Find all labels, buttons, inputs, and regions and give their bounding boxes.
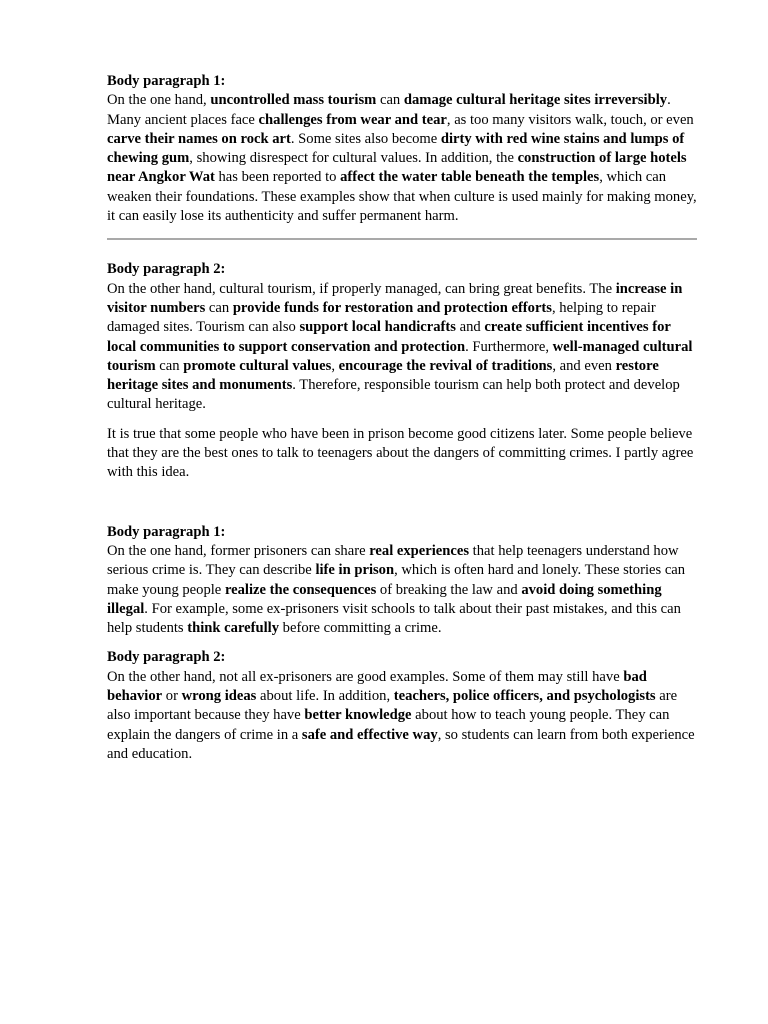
bold-phrase: restore heritage sites and monuments: [107, 357, 659, 394]
bold-phrase: better knowledge: [304, 707, 412, 724]
text-run: . Some sites also become: [290, 130, 441, 147]
bold-phrase: life in prison: [315, 562, 395, 579]
bold-phrase: challenges from wear and tear: [258, 111, 447, 128]
bold-phrase: dirty with red wine stains and lumps of chewing gum: [107, 130, 685, 167]
bold-phrase: bad behavior: [107, 668, 647, 705]
text-run: , which can weaken their foundations. These examples show that when culture is used mainly for making money, it can easily lose its authenticity and suffer permanent harm.: [107, 169, 697, 225]
section-paragraph: [107, 280, 699, 415]
text-run: , helping to repair damaged sites. Tourism can also: [107, 299, 656, 336]
section-heading: Body paragraph 2:: [107, 261, 226, 278]
bold-phrase: uncontrolled mass tourism: [210, 92, 377, 109]
text-run: has been reported to: [214, 169, 341, 186]
section-paragraph: [107, 668, 699, 764]
text-run: On the one hand, former prisoners can share: [107, 542, 370, 559]
text-run: , as too many visitors walk, touch, or even: [446, 111, 694, 128]
text-run: . Many ancient places face: [107, 92, 671, 128]
text-run: are also important because they have: [107, 688, 678, 724]
bold-phrase: think carefully: [187, 620, 280, 637]
text-run: . Therefore, responsible tourism can help both protect and develop cultural heritage.: [107, 377, 680, 413]
section-heading: Body paragraph 2:: [107, 649, 226, 666]
section-paragraph: [107, 542, 699, 638]
intro-paragraph: [107, 425, 699, 483]
text-run: about life. In addition,: [256, 688, 394, 705]
bold-phrase: increase in visitor numbers: [107, 280, 683, 316]
bold-phrase: construction of large hotels near Angkor Wat: [107, 150, 687, 186]
text-run: before committing a crime.: [279, 620, 442, 637]
text-run: . For example, some ex-prisoners visit schools to talk about their past mistakes, and this can help students: [107, 600, 681, 637]
bold-phrase: damage cultural heritage sites irreversibly: [403, 92, 668, 109]
text-run: can: [155, 357, 184, 374]
text-run: about how to teach young people. They can explain the dangers of crime in a: [107, 707, 670, 743]
text-run: ,: [331, 357, 339, 374]
bold-phrase: safe and effective way: [301, 726, 438, 743]
text-run: On the one hand,: [107, 92, 211, 109]
bold-phrase: realize the consequences: [224, 581, 377, 598]
text-run: and: [455, 319, 485, 336]
bold-phrase: promote cultural values: [183, 357, 332, 374]
bold-phrase: encourage the revival of traditions: [338, 357, 553, 374]
bold-phrase: well-managed cultural tourism: [107, 338, 693, 374]
bold-phrase: affect the water table beneath the temples: [340, 169, 600, 186]
bold-phrase: create sufficient incentives for local communities to support conservation and protection: [107, 319, 671, 355]
text-run: On the other hand, cultural tourism, if properly managed, can bring great benefits. The: [107, 280, 616, 297]
bold-phrase: support local handicrafts: [299, 319, 456, 336]
document-page: [107, 72, 699, 764]
text-run: or: [162, 688, 182, 705]
section-tourism-body-2: [107, 260, 699, 414]
text-run: that help teenagers understand how serious crime is. They can describe: [107, 542, 679, 579]
bold-phrase: provide funds for restoration and protection efforts: [232, 299, 552, 316]
text-run: can: [376, 92, 404, 109]
text-run: can: [205, 299, 233, 316]
bold-phrase: real experiences: [369, 542, 470, 559]
text-run: On the other hand, not all ex-prisoners are good examples. Some of them may still have: [107, 668, 624, 685]
section-prison-intro: [107, 425, 699, 483]
text-run: , which is often hard and lonely. These stories can make young people: [107, 562, 686, 598]
bold-phrase: avoid doing something illegal: [107, 581, 662, 617]
text-run: , so students can learn from both experience and education.: [107, 726, 695, 762]
text-run: , and even: [552, 357, 616, 374]
text-run: , showing disrespect for cultural values. In addition, the: [189, 150, 518, 167]
section-prison-body-2: [107, 648, 699, 764]
section-paragraph: [107, 91, 699, 226]
section-heading: Body paragraph 1:: [107, 73, 226, 89]
bold-phrase: teachers, police officers, and psychologists: [393, 688, 656, 705]
section-heading: Body paragraph 1:: [107, 523, 226, 540]
text-run: It is true that some people who have been in prison become good citizens later. Some people believe that they are the best ones to talk to teenagers about the dangers of committing crimes. I partly agree with this idea.: [107, 425, 694, 481]
text-run: of breaking the law and: [376, 581, 522, 598]
section-prison-body-1: [107, 523, 699, 639]
bold-phrase: wrong ideas: [181, 688, 257, 705]
text-run: . Furthermore,: [465, 338, 553, 355]
section-tourism-body-1: [107, 72, 699, 226]
bold-phrase: carve their names on rock art: [107, 130, 291, 147]
